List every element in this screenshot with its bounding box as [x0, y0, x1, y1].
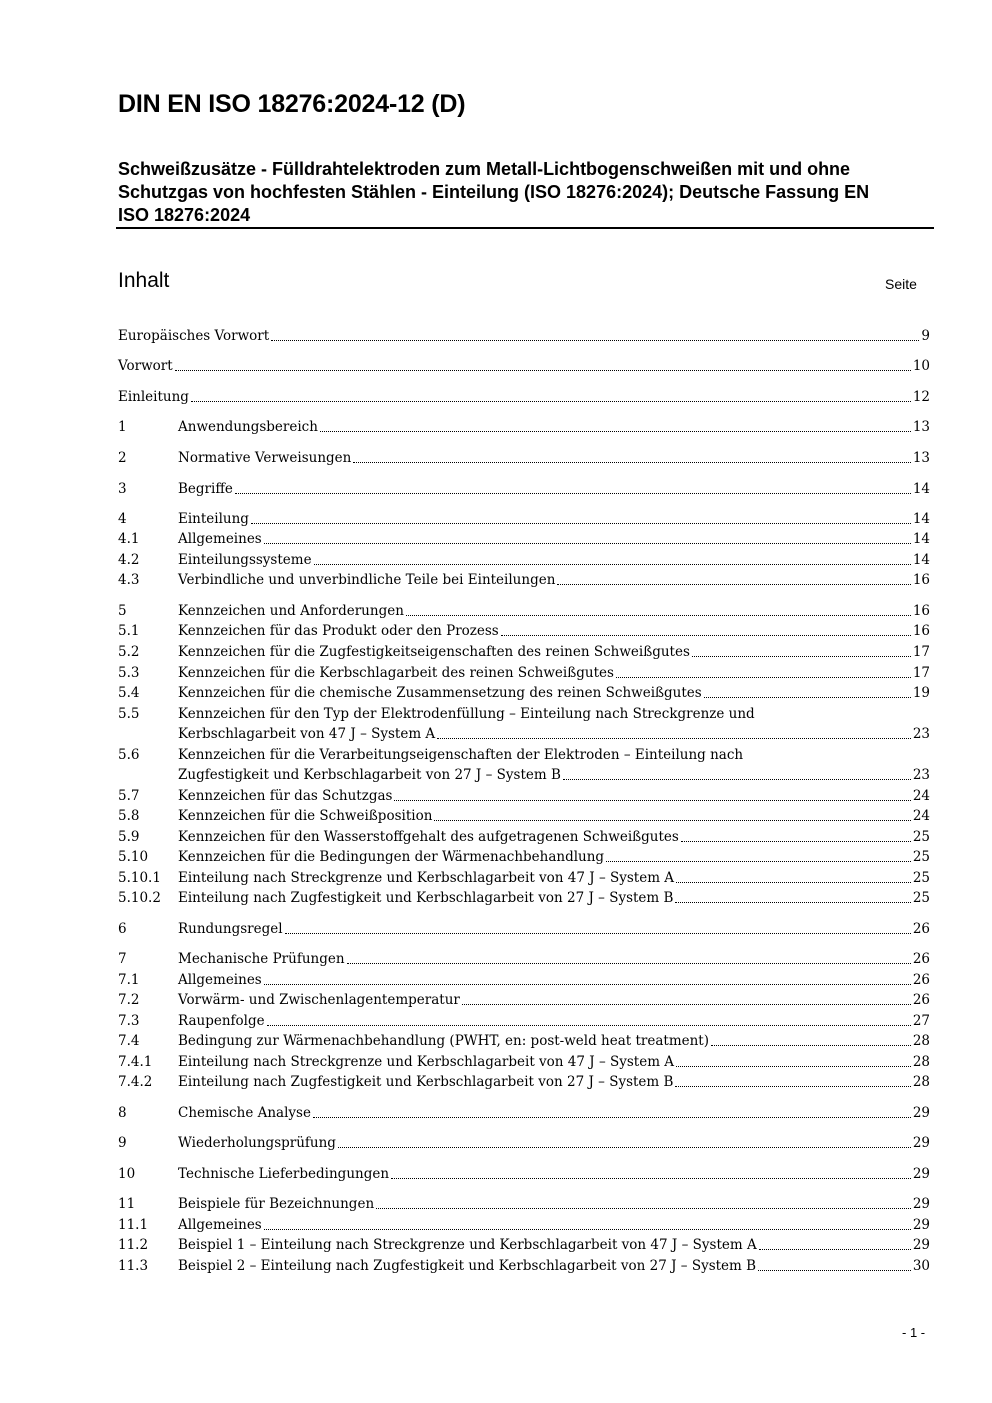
toc-dot-leader — [394, 800, 910, 801]
toc-entry-title: Kennzeichen für die Kerbschlagarbeit des reinen Schweißgutes — [178, 665, 614, 681]
toc-entry-title: Einteilung nach Streckgrenze und Kerbschlagarbeit von 47 J – System A — [178, 870, 675, 886]
toc-entry-title: Beispiel 1 – Einteilung nach Streckgrenze und Kerbschlagarbeit von 47 J – System A — [178, 1237, 757, 1253]
toc-entry[interactable] — [118, 724, 930, 744]
toc-entry-page: 26 — [912, 972, 930, 988]
toc-entry-body — [178, 479, 930, 499]
toc-entry-title: Bedingung zur Wärmenachbehandlung (PWHT, en: post-weld heat treatment) — [178, 1033, 709, 1049]
toc-entry[interactable] — [118, 550, 930, 570]
toc-entry[interactable] — [118, 888, 930, 908]
toc-entry-page: 16 — [912, 572, 930, 588]
toc-entry-number: 5.6 — [118, 747, 140, 763]
toc-entry-body — [178, 1052, 930, 1072]
toc-dot-leader — [563, 779, 911, 780]
toc-entry-title: Kennzeichen für die Zugfestigkeitseigenschaften des reinen Schweißgutes — [178, 644, 690, 660]
toc-entry[interactable] — [118, 970, 930, 990]
toc-dot-leader — [271, 340, 919, 341]
toc-entry-page: 29 — [912, 1105, 930, 1121]
toc-dot-leader — [406, 615, 911, 616]
toc-entry-title: Anwendungsbereich — [178, 419, 318, 435]
toc-entry-title: Kennzeichen für das Produkt oder den Prozess — [178, 623, 499, 639]
toc-entry-number: 5 — [118, 603, 127, 619]
toc-entry-body — [178, 509, 930, 529]
toc-dot-leader — [320, 431, 911, 432]
toc-entry-first-line — [118, 704, 930, 724]
toc-entry-body — [178, 683, 930, 703]
toc-dot-leader — [711, 1045, 911, 1046]
toc-dot-leader — [376, 1208, 911, 1209]
toc-entry-page: 13 — [912, 419, 930, 435]
toc-entry[interactable] — [118, 806, 930, 826]
toc-entry[interactable] — [118, 642, 930, 662]
toc-entry-body — [178, 663, 930, 683]
toc-entry-page: 14 — [912, 552, 930, 568]
toc-dot-leader — [681, 841, 911, 842]
toc-entry-number: 4.2 — [118, 552, 140, 568]
toc-entry-number: 5.10.2 — [118, 890, 161, 906]
toc-entry-number: 4.1 — [118, 531, 140, 547]
document-title: DIN EN ISO 18276:2024-12 (D) — [118, 90, 466, 118]
toc-entry[interactable] — [118, 1011, 930, 1031]
toc-entry-number: 7.2 — [118, 992, 140, 1008]
toc-entry[interactable] — [118, 1164, 930, 1184]
toc-entry-page: 9 — [921, 328, 930, 344]
toc-entry[interactable] — [118, 570, 930, 590]
toc-entry-first-line — [118, 745, 930, 765]
toc-entry-body — [178, 1031, 930, 1051]
toc-entry[interactable] — [118, 509, 930, 529]
toc-entry-title: Einteilung nach Zugfestigkeit und Kerbschlagarbeit von 27 J – System B — [178, 1074, 674, 1090]
toc-entry-title: Rundungsregel — [178, 921, 283, 937]
page-number: - 1 - — [902, 1325, 926, 1340]
toc-dot-leader — [338, 1147, 911, 1148]
toc-entry-page: 23 — [912, 767, 930, 783]
toc-entry-number: 6 — [118, 921, 127, 937]
toc-entry-page: 29 — [912, 1135, 930, 1151]
toc-entry-number: 8 — [118, 1105, 127, 1121]
toc-entry-body — [178, 949, 930, 969]
toc-entry-body — [178, 990, 930, 1010]
toc-entry-title: Allgemeines — [178, 531, 262, 547]
toc-entry-page: 26 — [912, 921, 930, 937]
toc-entry-page: 29 — [912, 1166, 930, 1182]
toc-dot-leader — [675, 1086, 910, 1087]
toc-entry-title: Mechanische Prüfungen — [178, 951, 345, 967]
toc-dot-leader — [759, 1249, 911, 1250]
toc-entry-title: Kerbschlagarbeit von 47 J – System A — [178, 726, 436, 742]
toc-entry-page: 25 — [912, 870, 930, 886]
toc-entry-page: 27 — [912, 1013, 930, 1029]
toc-entry-body — [178, 570, 930, 590]
toc-dot-leader — [353, 462, 910, 463]
toc-dot-leader — [437, 738, 911, 739]
toc-entry-number: 11.1 — [118, 1217, 149, 1233]
toc-entry-body — [178, 868, 930, 888]
toc-entry[interactable] — [118, 1256, 930, 1276]
toc-dot-leader — [175, 370, 911, 371]
toc-entry-body — [118, 326, 930, 346]
toc-entry-number: 4 — [118, 511, 127, 527]
toc-entry-body — [178, 642, 930, 662]
toc-entry-number: 11 — [118, 1196, 136, 1212]
toc-entry-page: 28 — [912, 1054, 930, 1070]
toc-entry-title: Einteilung — [178, 511, 249, 527]
toc-page-column-label: Seite — [885, 276, 917, 292]
toc-entry-page: 24 — [912, 788, 930, 804]
document-subtitle: Schweißzusätze - Fülldrahtelektroden zum Metall-Lichtbogenschweißen mit und ohne Schutzgas von hochfesten Stählen - Einteilung (ISO 18276:2024); Deutsche Fassung EN ISO 18276:2024 — [118, 159, 870, 225]
toc-dot-leader — [606, 861, 911, 862]
toc-entry-title: Technische Lieferbedingungen — [178, 1166, 390, 1182]
toc-dot-leader — [267, 1025, 911, 1026]
toc-entry-number: 2 — [118, 450, 127, 466]
toc-entry-page: 24 — [912, 808, 930, 824]
toc-entry-number: 4.3 — [118, 572, 140, 588]
toc-dot-leader — [676, 1066, 911, 1067]
toc-entry-number: 7.4.1 — [118, 1054, 153, 1070]
toc-entry-title: Vorwort — [118, 358, 173, 374]
toc-entry-number: 5.9 — [118, 829, 140, 845]
toc-entry[interactable] — [118, 1235, 930, 1255]
toc-heading: Inhalt — [118, 269, 170, 292]
toc-dot-leader — [191, 401, 911, 402]
toc-entry[interactable] — [118, 417, 930, 437]
toc-entry-page: 26 — [912, 951, 930, 967]
toc-entry-page: 28 — [912, 1074, 930, 1090]
toc-entry-page: 25 — [912, 890, 930, 906]
toc-entry-title: Kennzeichen für die Bedingungen der Wärmenachbehandlung — [178, 849, 605, 865]
toc-entry-title: Beispiele für Bezeichnungen — [178, 1196, 375, 1212]
toc-entry-number: 10 — [118, 1166, 136, 1182]
toc-entry-title: Allgemeines — [178, 972, 262, 988]
toc-entry-body — [178, 970, 930, 990]
toc-entry-page: 19 — [912, 685, 930, 701]
toc-dot-leader — [264, 984, 911, 985]
toc-entry-title: Raupenfolge — [178, 1013, 265, 1029]
toc-entry-page: 12 — [912, 389, 930, 405]
toc-dot-leader — [676, 882, 911, 883]
toc-dot-leader — [264, 543, 911, 544]
toc-entry-number: 7.4.2 — [118, 1074, 153, 1090]
toc-entry-number: 5.10 — [118, 849, 149, 865]
toc-entry-body — [178, 529, 930, 549]
toc-entry-page: 17 — [912, 665, 930, 681]
toc-dot-leader — [235, 493, 911, 494]
toc-entry[interactable] — [118, 1103, 930, 1123]
toc-entry[interactable] — [118, 601, 930, 621]
toc-entry-title: Allgemeines — [178, 1217, 262, 1233]
toc-dot-leader — [501, 635, 911, 636]
toc-entry-body — [178, 1164, 930, 1184]
toc-entry[interactable] — [118, 1031, 930, 1051]
toc-entry-page: 29 — [912, 1217, 930, 1233]
toc-entry-title: Kennzeichen für die chemische Zusammensetzung des reinen Schweißgutes — [178, 685, 702, 701]
toc-entry-number: 7.1 — [118, 972, 140, 988]
toc-entry-page: 10 — [912, 358, 930, 374]
toc-entry-body — [178, 847, 930, 867]
toc-entry-title: Einteilung nach Streckgrenze und Kerbschlagarbeit von 47 J – System A — [178, 1054, 675, 1070]
toc-entry-body — [178, 919, 930, 939]
toc-entry-title: Einteilungssysteme — [178, 552, 312, 568]
toc-entry[interactable] — [118, 1052, 930, 1072]
toc-entry-number: 7 — [118, 951, 127, 967]
toc-entry-body — [178, 1215, 930, 1235]
toc-entry-number: 5.5 — [118, 706, 140, 722]
toc-entry[interactable] — [118, 786, 930, 806]
toc-entry-page: 30 — [912, 1258, 930, 1274]
toc-entry-body — [178, 448, 930, 468]
toc-entry[interactable] — [118, 1215, 930, 1235]
toc-entry-body — [178, 1072, 930, 1092]
toc-entry-page: 29 — [912, 1196, 930, 1212]
toc-dot-leader — [347, 963, 911, 964]
toc-entry-title-line1: Kennzeichen für den Typ der Elektrodenfüllung – Einteilung nach Streckgrenze und — [178, 706, 755, 722]
toc-entry-title: Kennzeichen für die Schweißposition — [178, 808, 433, 824]
toc-entry-title: Kennzeichen für den Wasserstoffgehalt des aufgetragenen Schweißgutes — [178, 829, 679, 845]
toc-entry-page: 23 — [912, 726, 930, 742]
toc-entry-title: Verbindliche und unverbindliche Teile bei Einteilungen — [178, 572, 556, 588]
toc-entry-number: 7.3 — [118, 1013, 140, 1029]
toc-entry-body — [178, 888, 930, 908]
toc-entry-body — [178, 1194, 930, 1214]
toc-entry[interactable] — [118, 827, 930, 847]
toc-dot-leader — [692, 656, 911, 657]
toc-entry-number: 5.10.1 — [118, 870, 161, 886]
toc-entry-body — [178, 806, 930, 826]
toc-entry-page: 29 — [912, 1237, 930, 1253]
toc-entry[interactable] — [118, 1194, 930, 1214]
toc-entry-page: 16 — [912, 623, 930, 639]
toc-entry-page: 16 — [912, 603, 930, 619]
toc-dot-leader — [704, 697, 911, 698]
toc-entry-body — [178, 1103, 930, 1123]
toc-entry[interactable] — [118, 448, 930, 468]
toc-entry-title: Chemische Analyse — [178, 1105, 311, 1121]
toc-dot-leader — [285, 933, 911, 934]
toc-entry[interactable] — [118, 1133, 930, 1153]
toc-entry-body — [178, 1256, 930, 1276]
toc-entry-body — [178, 765, 930, 785]
toc-entry-title: Europäisches Vorwort — [118, 328, 270, 344]
toc-entry-title: Einteilung nach Zugfestigkeit und Kerbschlagarbeit von 27 J – System B — [178, 890, 674, 906]
toc-entry-body — [118, 356, 930, 376]
toc-entry-number: 5.4 — [118, 685, 140, 701]
toc-entry-title: Begriffe — [178, 481, 233, 497]
toc-entry[interactable] — [118, 847, 930, 867]
toc-entry-number: 11.2 — [118, 1237, 149, 1253]
toc-entry[interactable] — [118, 621, 930, 641]
toc-entry-page: 17 — [912, 644, 930, 660]
toc-entry-number: 7.4 — [118, 1033, 140, 1049]
toc-entry-body — [118, 387, 930, 407]
toc-entry-body — [178, 601, 930, 621]
toc-entry-title: Zugfestigkeit und Kerbschlagarbeit von 27 J – System B — [178, 767, 561, 783]
toc-entry[interactable] — [118, 529, 930, 549]
toc-entry[interactable] — [118, 765, 930, 785]
toc-dot-leader — [391, 1178, 911, 1179]
toc-entry-title: Vorwärm- und Zwischenlagentemperatur — [178, 992, 460, 1008]
toc-entry[interactable] — [118, 326, 930, 346]
toc-entry-page: 28 — [912, 1033, 930, 1049]
toc-entry[interactable] — [118, 919, 930, 939]
toc-dot-leader — [462, 1004, 911, 1005]
toc-entry-number: 5.3 — [118, 665, 140, 681]
toc-entry-body — [178, 724, 930, 744]
toc-entry-page: 14 — [912, 481, 930, 497]
toc-entry-title: Einleitung — [118, 389, 189, 405]
toc-entry-number: 5.1 — [118, 623, 140, 639]
toc-entry-body — [178, 550, 930, 570]
toc-entry-number: 5.7 — [118, 788, 140, 804]
toc-entry-number: 9 — [118, 1135, 127, 1151]
toc-entry[interactable] — [118, 949, 930, 969]
toc-entry-body — [178, 1235, 930, 1255]
toc-entry-page: 25 — [912, 849, 930, 865]
toc-dot-leader — [264, 1229, 911, 1230]
toc-entry-body — [178, 621, 930, 641]
toc-entry[interactable] — [118, 479, 930, 499]
toc-entry-title: Wiederholungsprüfung — [178, 1135, 336, 1151]
toc-entry-body — [178, 1011, 930, 1031]
toc-entry[interactable] — [118, 683, 930, 703]
toc-entry-page: 14 — [912, 511, 930, 527]
toc-entry-title: Kennzeichen für das Schutzgas — [178, 788, 393, 804]
toc-entry[interactable] — [118, 1072, 930, 1092]
toc-entry-title: Beispiel 2 – Einteilung nach Zugfestigkeit und Kerbschlagarbeit von 27 J – System B — [178, 1258, 757, 1274]
title-divider — [116, 227, 934, 229]
toc-entry-number: 1 — [118, 419, 127, 435]
toc-entry-body — [178, 827, 930, 847]
toc-entry[interactable] — [118, 990, 930, 1010]
toc-entry-title: Normative Verweisungen — [178, 450, 352, 466]
toc-dot-leader — [314, 564, 911, 565]
toc-dot-leader — [313, 1117, 911, 1118]
toc-entry-number: 5.8 — [118, 808, 140, 824]
toc-entry[interactable] — [118, 868, 930, 888]
toc-entry-title-line1: Kennzeichen für die Verarbeitungseigenschaften der Elektroden – Einteilung nach — [178, 747, 744, 763]
toc-dot-leader — [434, 820, 910, 821]
toc-entry-title: Kennzeichen und Anforderungen — [178, 603, 404, 619]
toc-entry-number: 11.3 — [118, 1258, 149, 1274]
toc-entry-page: 25 — [912, 829, 930, 845]
toc-entry-body — [178, 786, 930, 806]
toc-dot-leader — [758, 1270, 911, 1271]
toc-entry-number: 3 — [118, 481, 127, 497]
toc-entry-page: 26 — [912, 992, 930, 1008]
toc-entry-number: 5.2 — [118, 644, 140, 660]
toc-dot-leader — [557, 584, 910, 585]
toc-dot-leader — [251, 523, 911, 524]
toc-dot-leader — [675, 902, 910, 903]
toc-dot-leader — [616, 677, 911, 678]
toc-entry-page: 14 — [912, 531, 930, 547]
toc-entry[interactable] — [118, 387, 930, 407]
toc-entry-body — [178, 1133, 930, 1153]
toc-entry[interactable] — [118, 356, 930, 376]
toc-entry-body — [178, 417, 930, 437]
toc-entry-page: 13 — [912, 450, 930, 466]
toc-entry[interactable] — [118, 663, 930, 683]
